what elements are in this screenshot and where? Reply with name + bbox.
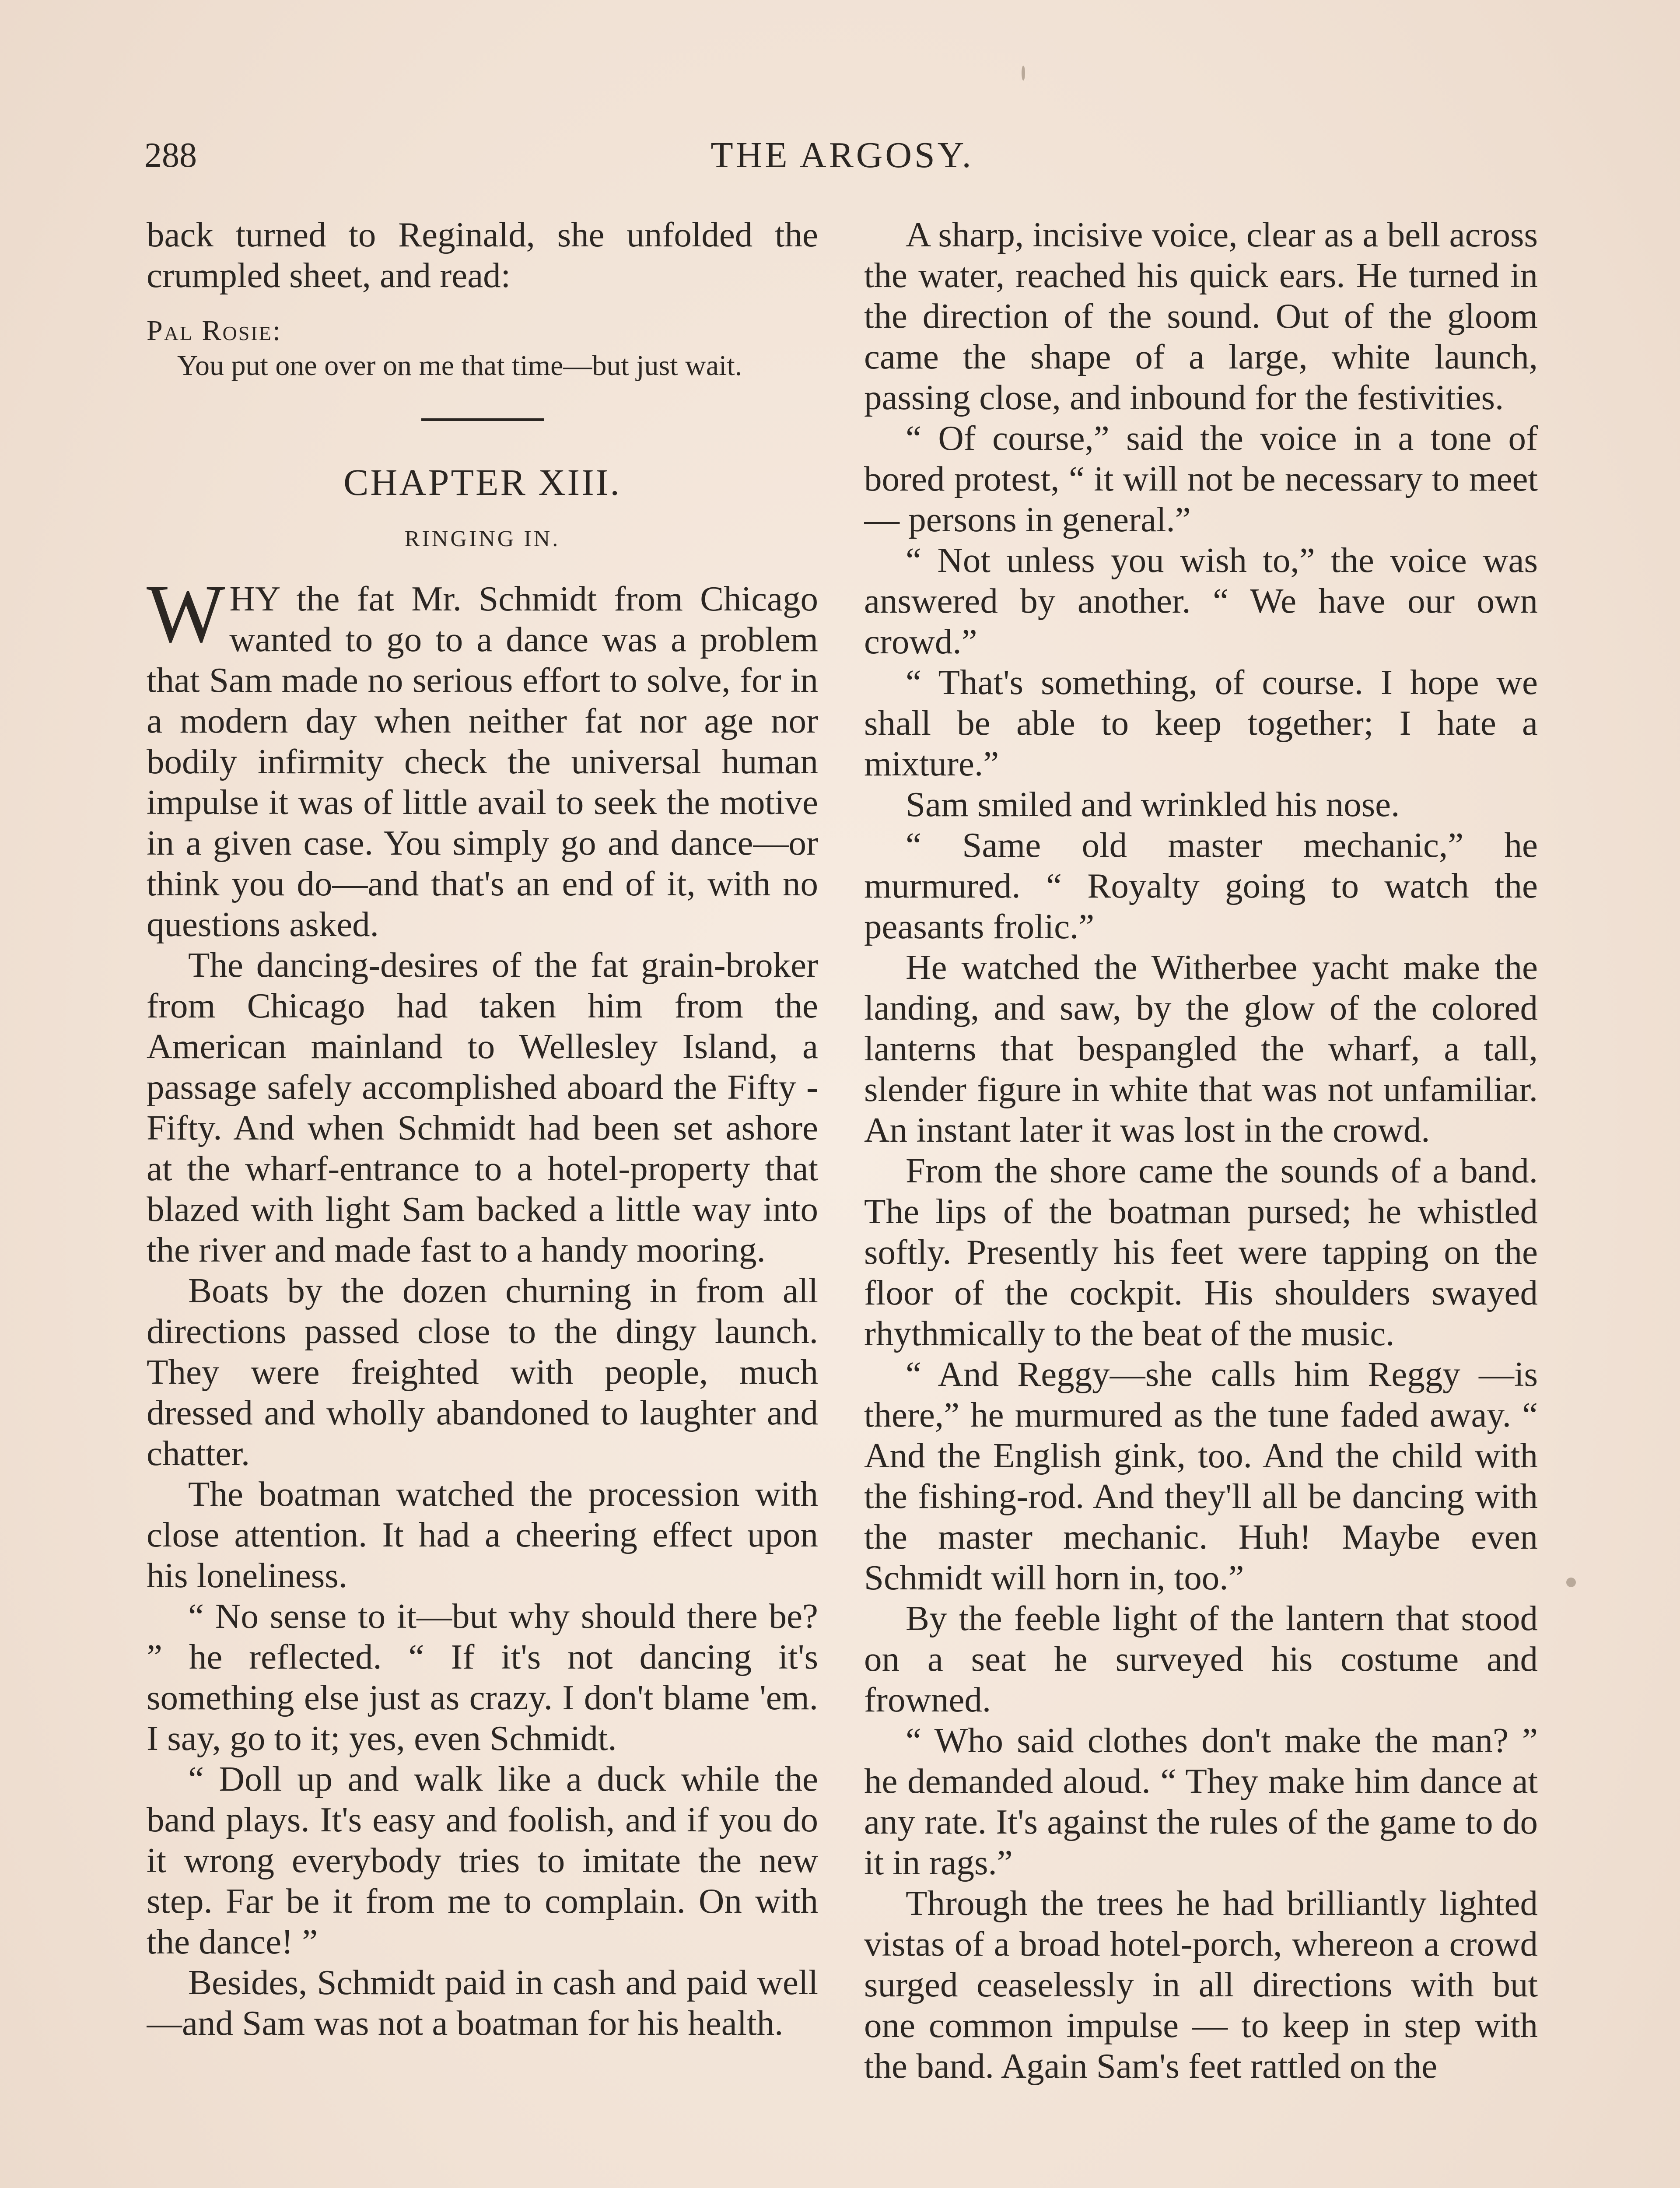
- body-paragraph: Besides, Schmidt paid in cash and paid well—and Sam was not a boatman for his health.: [147, 1963, 818, 2043]
- body-paragraph: Sam smiled and wrinkled his nose.: [906, 785, 1400, 824]
- body-paragraph: “ Who said clothes don't make the man? ” he demanded aloud. “ They make him dance at any rate. It's against the rules of the game to do it in rags.”: [864, 1721, 1538, 1882]
- body-paragraph: The boatman watched the procession with close attention. It had a cheering effect upon his loneliness.: [147, 1474, 818, 1595]
- body-paragraph: From the shore came the sounds of a band. The lips of the boatman pursed; he whistled softly. Presently his feet were tapping on the floor of the cockpit. His shoulders swayed rhythmically to the beat of the music.: [864, 1151, 1538, 1353]
- letter-block: [147, 313, 818, 383]
- opening-paragraph: [147, 568, 818, 945]
- right-column: [864, 214, 1538, 2188]
- body-paragraph: “ Of course,” said the voice in a tone of bored protest, “ it will not be necessary to meet — persons in general.”: [864, 418, 1538, 539]
- page-header: [144, 131, 1540, 184]
- chapter-subtitle: RINGING IN.: [404, 526, 560, 551]
- body-paragraph: “ Doll up and walk like a duck while the band plays. It's easy and foolish, and if you do it wrong everybody tries to imitate the new step. Far be it from me to complain. On with the dance! ”: [147, 1759, 818, 1961]
- paper-speck: [1566, 1578, 1576, 1587]
- body-paragraph: “ That's something, of course. I hope we shall be able to keep together; I hate a mixture.”: [864, 663, 1538, 783]
- body-paragraph: He watched the Witherbee yacht make the landing, and saw, by the glow of the colored lanterns that bespangled the wharf, a tall, slender figure in white that was not unfamiliar. An instant later it was lost in the crowd.: [864, 947, 1538, 1150]
- section-rule: [421, 418, 544, 421]
- drop-cap: W: [147, 568, 225, 660]
- body-paragraph: “ Not unless you wish to,” the voice was answered by another. “ We have our own crowd.”: [864, 540, 1538, 661]
- body-paragraph: The dancing-desires of the fat grain-broker from Chicago had taken him from the American mainland to Wellesley Island, a passage safely accomplished aboard the Fifty - Fifty. And when Schmidt had been set ashore at the wharf-entrance to a hotel-property that blazed with light Sam backed a little way into the river and made fast to a handy mooring.: [147, 945, 818, 1269]
- letter-body: You put one over on me that time—but just wait.: [177, 350, 742, 382]
- page-number: 288: [144, 136, 197, 175]
- body-paragraph: “ No sense to it—but why should there be? ” he reflected. “ If it's not dancing it's something else just as crazy. I don't blame 'em. I say, go to it; yes, even Schmidt.: [147, 1596, 818, 1758]
- body-paragraph: “ Same old master mechanic,” he murmured. “ Royalty going to watch the peasants frolic.”: [864, 825, 1538, 946]
- body-paragraph: Through the trees he had brilliantly lighted vistas of a broad hotel-porch, whereon a crowd surged ceaselessly in all directions with but one common impulse — to keep in step with the band. Again Sam's feet rattled on the: [864, 1883, 1538, 2086]
- paper-speck: [1022, 66, 1025, 81]
- left-column: [147, 214, 818, 2188]
- body-paragraph: By the feeble light of the lantern that stood on a seat he surveyed his costume and frowned.: [864, 1599, 1538, 1719]
- body-paragraph: “ And Reggy—she calls him Reggy —is there,” he murmured as the tune faded away. “ And the English gink, too. And the child with the fishing-rod. And they'll all be dancing with the master mechanic. Huh! Maybe even Schmidt will horn in, too.”: [864, 1354, 1538, 1597]
- chapter-title: CHAPTER XIII.: [343, 461, 621, 503]
- running-head: THE ARGOSY.: [710, 135, 974, 175]
- body-paragraph: Boats by the dozen churning in from all directions passed close to the dingy launch. They were freighted with people, much dressed and wholly abandoned to laughter and chatter.: [147, 1271, 818, 1473]
- opening-text: HY the fat Mr. Schmidt from Chicago wanted to go to a dance was a problem that Sam made no serious effort to solve, for in a modern day when neither fat nor age nor bodily infirmity check the universal human impulse it was of little avail to seek the motive in a given case. You simply go and dance—or think you do—and that's an end of it, with no questions asked.: [147, 579, 818, 944]
- intro-paragraph: back turned to Reginald, she unfolded the crumpled sheet, and read:: [147, 215, 818, 295]
- body-paragraph: A sharp, incisive voice, clear as a bell across the water, reached his quick ears. He turned in the direction of the sound. Out of the gloom came the shape of a large, white launch, passing close, and inbound for the festivities.: [864, 215, 1538, 417]
- letter-salutation: Pal Rosie:: [147, 315, 282, 347]
